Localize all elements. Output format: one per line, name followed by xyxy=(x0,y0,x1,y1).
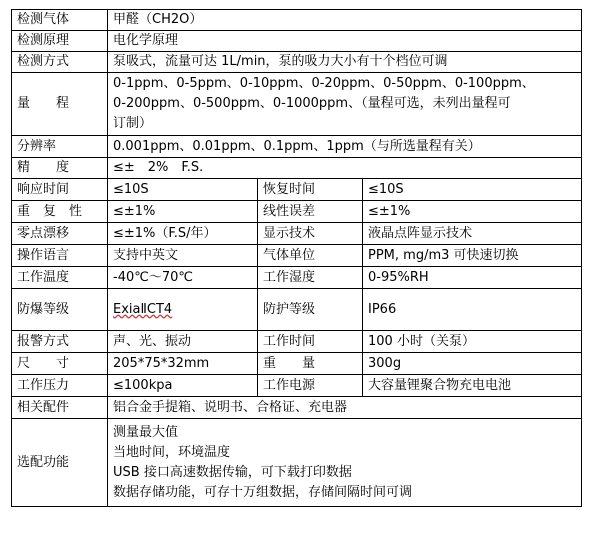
repeat-value: ≤±1% xyxy=(108,201,258,223)
alarm-value: 声、光、振动 xyxy=(108,331,258,353)
row-accessories xyxy=(12,397,582,419)
row-options xyxy=(12,419,582,507)
row-pressure xyxy=(12,375,582,397)
spec-table xyxy=(11,9,582,507)
gas-value: 甲醛（CH2O） xyxy=(108,10,582,31)
drift-value: ≤±1%（F.S/年） xyxy=(108,223,258,245)
range-line: 订制） xyxy=(113,116,153,131)
row-alarm xyxy=(12,331,582,353)
options-line: 测量最大值 xyxy=(113,424,179,440)
range-line: 0-1ppm、0-5ppm、0-10ppm、0-20ppm、0-50ppm、0-100ppm、 xyxy=(113,76,535,91)
power-value: 大容量锂聚合物充电电池 xyxy=(363,375,582,397)
options-line: 数据存储功能，可存十万组数据，存储间隔时间可调 xyxy=(113,484,413,500)
accuracy-label: 精 度 xyxy=(12,158,108,179)
row-language xyxy=(12,245,582,267)
explosion-value: ExiaⅡCT4 xyxy=(108,289,258,331)
row-temp xyxy=(12,267,582,289)
row-explosion xyxy=(12,289,582,331)
worktime-value: 100 小时（关泵） xyxy=(363,331,582,353)
range-value xyxy=(108,73,582,136)
method-label: 检测方式 xyxy=(12,52,108,73)
row-principle xyxy=(12,31,582,52)
response-label: 响应时间 xyxy=(12,179,108,201)
temp-value: -40℃～70℃ xyxy=(108,267,258,289)
repeat-label: 重 复 性 xyxy=(12,201,108,223)
response-value: ≤10S xyxy=(108,179,258,201)
recovery-label: 恢复时间 xyxy=(258,179,363,201)
display-value: 液晶点阵显示技术 xyxy=(363,223,582,245)
resolution-value: 0.001ppm、0.01ppm、0.1ppm、1ppm（与所选量程有关） xyxy=(108,136,582,158)
pressure-value: ≤100kpa xyxy=(108,375,258,397)
range-line: 0-200ppm、0-500ppm、0-1000ppm、（量程可选，未列出量程可 xyxy=(113,96,511,111)
row-method xyxy=(12,52,582,73)
size-label: 尺 寸 xyxy=(12,353,108,375)
options-line: 当地时间，环境温度 xyxy=(113,444,231,460)
protection-label: 防护等级 xyxy=(258,289,363,331)
alarm-label: 报警方式 xyxy=(12,331,108,353)
temp-label: 工作温度 xyxy=(12,267,108,289)
weight-value: 300g xyxy=(363,353,582,375)
accuracy-value: ≤± 2% F.S. xyxy=(108,158,582,179)
humidity-value: 0-95%RH xyxy=(363,267,582,289)
recovery-value: ≤10S xyxy=(363,179,582,201)
worktime-label: 工作时间 xyxy=(258,331,363,353)
size-value: 205*75*32mm xyxy=(108,353,258,375)
row-resolution xyxy=(12,136,582,158)
language-value: 支持中英文 xyxy=(108,245,258,267)
unit-label: 气体单位 xyxy=(258,245,363,267)
linearity-label: 线性误差 xyxy=(258,201,363,223)
weight-label: 重 量 xyxy=(258,353,363,375)
display-label: 显示技术 xyxy=(258,223,363,245)
row-gas xyxy=(12,10,582,31)
accessories-label: 相关配件 xyxy=(12,397,108,419)
power-label: 工作电源 xyxy=(258,375,363,397)
row-response xyxy=(12,179,582,201)
unit-value: PPM, mg/m3 可快速切换 xyxy=(363,245,582,267)
principle-value: 电化学原理 xyxy=(108,31,582,52)
options-value xyxy=(108,419,582,507)
gas-label: 检测气体 xyxy=(12,10,108,31)
row-accuracy xyxy=(12,158,582,179)
drift-label: 零点漂移 xyxy=(12,223,108,245)
humidity-label: 工作湿度 xyxy=(258,267,363,289)
row-repeat xyxy=(12,201,582,223)
principle-label: 检测原理 xyxy=(12,31,108,52)
options-label: 选配功能 xyxy=(12,419,108,507)
pressure-label: 工作压力 xyxy=(12,375,108,397)
range-label: 量 程 xyxy=(12,73,108,136)
language-label: 操作语言 xyxy=(12,245,108,267)
linearity-value: ≤±1% xyxy=(363,201,582,223)
explosion-label: 防爆等级 xyxy=(12,289,108,331)
row-drift xyxy=(12,223,582,245)
protection-value: IP66 xyxy=(363,289,582,331)
method-value: 泵吸式，流量可达 1L/min，泵的吸力大小有十个档位可调 xyxy=(108,52,582,73)
row-size xyxy=(12,353,582,375)
accessories-value: 铝合金手提箱、说明书、合格证、充电器 xyxy=(108,397,582,419)
options-line: USB 接口高速数据传输，可下载打印数据 xyxy=(113,464,352,480)
resolution-label: 分辨率 xyxy=(12,136,108,158)
row-range xyxy=(12,73,582,136)
